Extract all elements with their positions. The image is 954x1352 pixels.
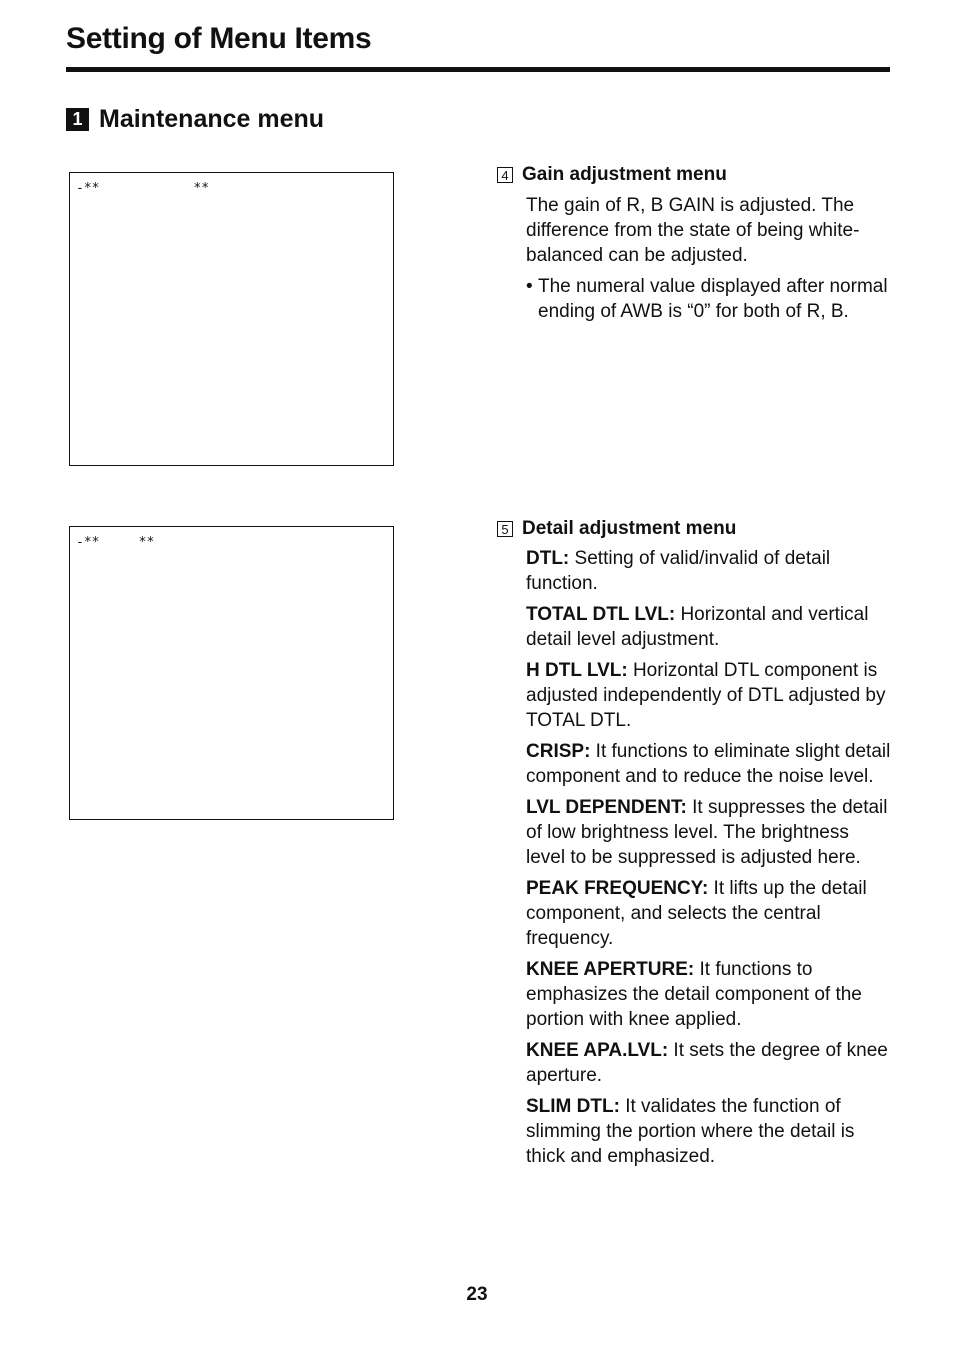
item-text: Horizontal DTL component is adjusted independently of DTL adjusted by TOTAL DTL. — [526, 660, 886, 731]
detail-item — [526, 602, 891, 652]
screen-line: -** ** — [76, 181, 210, 196]
item-number-box: 4 — [497, 167, 513, 183]
gain-menu-body — [526, 193, 891, 324]
item-term: DTL: — [526, 548, 570, 569]
item-term: KNEE APA.LVL: — [526, 1040, 669, 1061]
gain-menu-description: The gain of R, B GAIN is adjusted. The difference from the state of being white-balanced can be adjusted. — [526, 195, 860, 266]
detail-item — [526, 1038, 891, 1088]
detail-adjustment-section — [497, 518, 891, 1169]
item-text: It validates the function of slimming the portion where the detail is thick and emphasized. — [526, 1096, 855, 1167]
detail-menu-header — [497, 518, 891, 540]
detail-menu-body — [526, 546, 891, 1169]
page-number: 23 — [466, 1284, 488, 1305]
item-text: Horizontal and vertical detail level adjustment. — [526, 604, 869, 650]
section-title: Maintenance menu — [99, 105, 325, 133]
detail-item — [526, 546, 891, 596]
item-text: It suppresses the detail of low brightness level. The brightness level to be suppressed is adjusted here. — [526, 797, 888, 868]
item-text: Setting of valid/invalid of detail function. — [526, 548, 831, 594]
title-rule — [66, 67, 890, 72]
detail-menu-title: Detail adjustment menu — [522, 518, 737, 539]
gain-menu-title: Gain adjustment menu — [522, 164, 727, 185]
section-heading — [66, 105, 324, 134]
detail-menu-screen — [69, 526, 394, 820]
section-number-badge: 1 — [66, 108, 89, 131]
detail-item — [526, 957, 891, 1032]
gain-adjustment-section — [497, 164, 891, 324]
note-bullet — [526, 274, 891, 324]
detail-item — [526, 739, 891, 789]
item-text: It lifts up the detail component, and selects the central frequency. — [526, 878, 867, 949]
item-term: SLIM DTL: — [526, 1096, 620, 1117]
gain-menu-header — [497, 164, 891, 186]
detail-item — [526, 658, 891, 733]
item-term: TOTAL DTL LVL: — [526, 604, 676, 625]
bullet-mark: • — [526, 276, 533, 297]
item-term: KNEE APERTURE: — [526, 959, 695, 980]
detail-item — [526, 1094, 891, 1169]
gain-menu-screen — [69, 172, 394, 466]
item-term: H DTL LVL: — [526, 660, 628, 681]
item-term: PEAK FREQUENCY: — [526, 878, 709, 899]
item-term: CRISP: — [526, 741, 591, 762]
item-text: It functions to emphasizes the detail component of the portion with knee applied. — [526, 959, 862, 1030]
item-number-box: 5 — [497, 521, 513, 537]
bullet-text: The numeral value displayed after normal ending of AWB is “0” for both of R, B. — [538, 276, 888, 322]
item-term: LVL DEPENDENT: — [526, 797, 687, 818]
detail-item — [526, 795, 891, 870]
screen-line: -** ** — [76, 535, 155, 550]
item-text: It sets the degree of knee aperture. — [526, 1040, 888, 1086]
item-text: It functions to eliminate slight detail component and to reduce the noise level. — [526, 741, 891, 787]
detail-item — [526, 876, 891, 951]
page-title: Setting of Menu Items — [66, 22, 372, 55]
